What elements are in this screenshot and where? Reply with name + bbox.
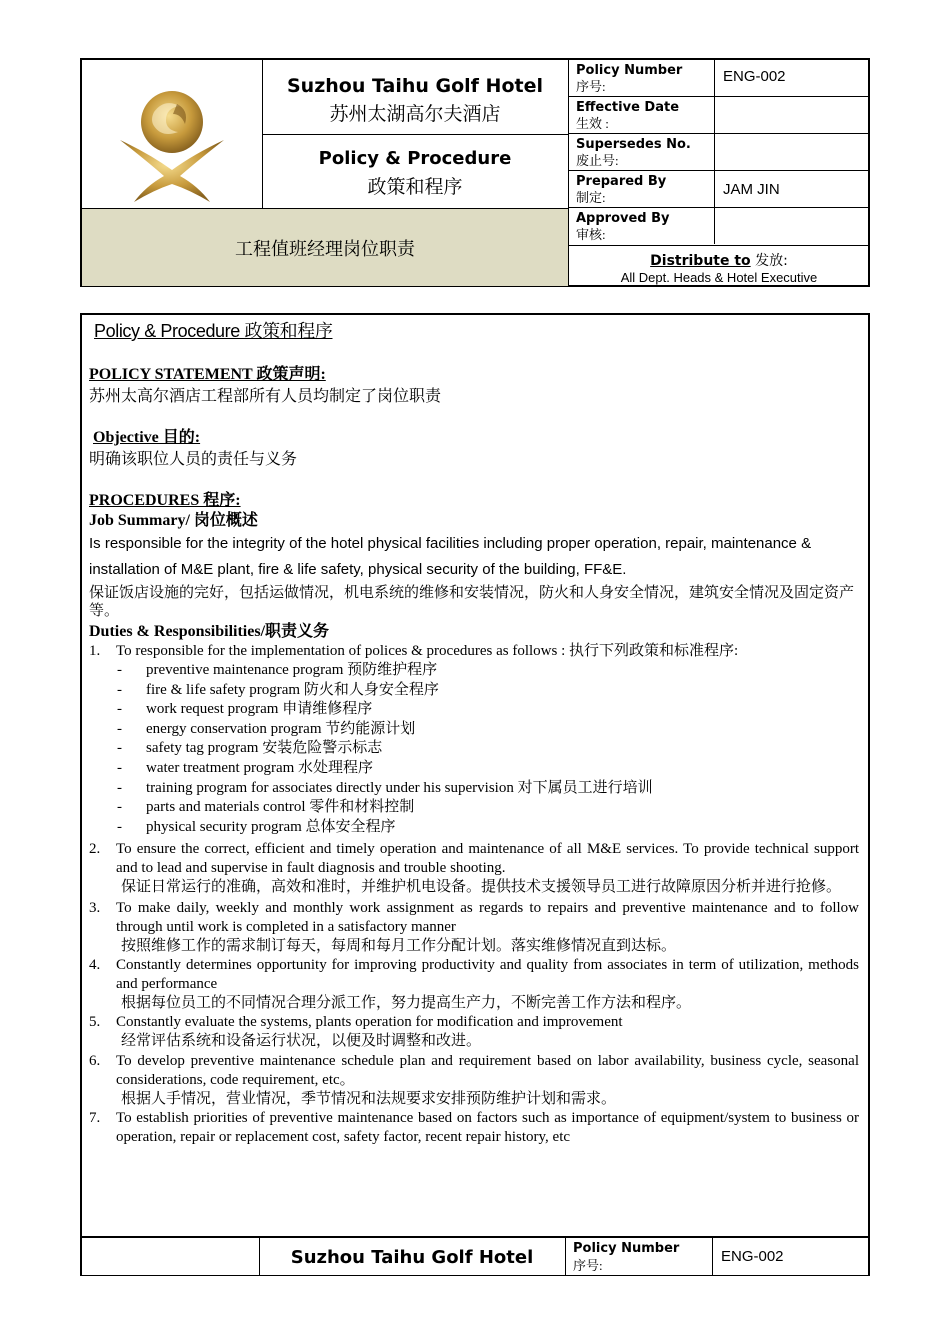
meta-label-zh: 审核: <box>576 227 606 242</box>
list-item: - safety tag program 安装危险警示标志 <box>117 740 383 757</box>
hotel-name-zh: 苏州太湖高尔夫酒店 <box>329 103 501 125</box>
duty-item-7 <box>89 1109 859 1147</box>
objective-heading: Objective 目的: <box>93 429 201 446</box>
footer-logo-cell <box>82 1238 260 1276</box>
duty-number: 3. <box>89 900 101 917</box>
duty-text-en: To make daily, weekly and monthly work assignment as regards to repairs and preventive maintenance and to follow through until work is completed in a satisfactory manner <box>116 900 859 936</box>
footer-label-zh: 序号: <box>573 1258 603 1273</box>
duty-text: To responsible for the implementation of polices & procedures as follows : 执行下列政策和标准程序: <box>116 643 739 659</box>
meta-row-policy-number <box>569 60 869 97</box>
duty-text-zh: 保证日常运行的准确，高效和准时，并维护机电设备。提供技术支援领导员工进行故障原因分析并进行抢修。 <box>121 879 842 896</box>
footer-value: ENG-002 <box>721 1248 784 1265</box>
list-item: - physical security program 总体安全程序 <box>117 818 396 835</box>
duty-text-en: Constantly determines opportunity for improving productivity and quality from associates in term of utilization, methods and performance <box>116 957 859 993</box>
meta-label: Policy Number <box>576 63 683 78</box>
meta-value <box>715 134 869 170</box>
duty-item-6 <box>89 1052 859 1109</box>
duty-text-en: Constantly evaluate the systems, plants operation for modification and improvement <box>116 1014 623 1031</box>
meta-value <box>715 208 869 244</box>
duties-heading: Duties & Responsibilities/职责义务 <box>89 623 330 640</box>
job-summary-zh: 保证饭店设施的完好，包括运做情况，机电系统的维修和安装情况，防火和人身安全情况，建筑安全情况及固定资产等。 <box>89 585 855 619</box>
duty-item-5 <box>89 1013 859 1051</box>
list-item: - energy conservation program 节约能源计划 <box>117 720 416 737</box>
distribution-cell <box>568 246 869 285</box>
program-list <box>89 661 859 837</box>
distribute-label: Distribute to <box>650 253 751 269</box>
policy-meta <box>568 60 869 246</box>
duty-text-zh: 按照维修工作的需求制订每天，每周和每月工作分配计划。落实维修情况直到达标。 <box>121 938 677 955</box>
meta-label: Supersedes No. <box>576 137 691 152</box>
duty-item-3 <box>89 899 859 956</box>
meta-row-supersedes <box>569 134 869 171</box>
meta-value: ENG-002 <box>723 68 786 85</box>
hotel-logo <box>82 60 262 208</box>
distribute-value: All Dept. Heads & Hotel Executive <box>620 270 818 285</box>
distribute-label-zh: 发放: <box>750 253 788 269</box>
objective-text: 明确该职位人员的责任与义务 <box>89 451 298 468</box>
duty-text-zh: 经常评估系统和设备运行状况，以便及时调整和改进。 <box>121 1033 482 1050</box>
list-item: - preventive maintenance program 预防维护程序 <box>117 662 438 678</box>
meta-label: Prepared By <box>576 174 667 189</box>
policy-content <box>89 320 859 1147</box>
duty-text-zh: 根据每位员工的不同情况合理分派工作，努力提高生产力，不断完善工作方法和程序。 <box>121 995 692 1012</box>
hotel-name-en: Suzhou Taihu Golf Hotel <box>287 75 543 97</box>
meta-value: JAM JIN <box>723 181 780 198</box>
duty-number: 2. <box>89 841 101 858</box>
list-item: - parts and materials control 零件和材料控制 <box>117 799 415 816</box>
duty-item-4 <box>89 956 859 1013</box>
duty-number: 7. <box>89 1110 101 1127</box>
duty-item-2 <box>89 840 859 897</box>
duty-number: 5. <box>89 1014 101 1031</box>
meta-label-zh: 生效 : <box>576 116 609 131</box>
job-summary-heading: Job Summary/ 岗位概述 <box>89 512 258 529</box>
logo-cell <box>82 60 263 208</box>
meta-label: Effective Date <box>576 100 680 115</box>
procedures-heading: PROCEDURES 程序: <box>89 492 241 509</box>
duty-text-zh: 根据人手情况，营业情况，季节情况和法规要求安排预防维护计划和需求。 <box>121 1091 617 1108</box>
duty-item-1 <box>89 642 859 661</box>
footer-table <box>80 1236 870 1276</box>
list-item: - fire & life safety program 防火和人身安全程序 <box>117 681 439 698</box>
policy-statement-text: 苏州太高尔酒店工程部所有人员均制定了岗位职责 <box>89 388 442 405</box>
meta-label-zh: 废止号: <box>576 153 619 168</box>
list-item: - training program for associates directly under his supervision 对下属员工进行培训 <box>117 779 653 796</box>
list-item: - water treatment program 水处理程序 <box>117 759 374 776</box>
duty-text-en: To establish priorities of preventive maintenance based on factors such as importance of equipment/system to business or operation, repair or replacement cost, safety factor, recent repair history, etc <box>116 1110 859 1146</box>
list-item: - work request program 申请维修程序 <box>117 701 373 718</box>
meta-label-zh: 序号: <box>576 79 606 94</box>
policy-statement-heading: POLICY STATEMENT 政策声明: <box>89 366 326 383</box>
meta-row-prepared-by <box>569 171 869 208</box>
footer-label: Policy Number <box>573 1241 680 1256</box>
job-title-cell <box>82 208 569 286</box>
job-title: 工程值班经理岗位职责 <box>235 238 415 260</box>
hotel-title-cell <box>262 60 568 208</box>
duty-text-en: To ensure the correct, efficient and timely operation and maintenance of all M&E services. To provide technical support and to lead and supervise in fault diagnosis and trouble shooting. <box>116 841 859 877</box>
footer-label-cell <box>566 1238 713 1276</box>
meta-label: Approved By <box>576 211 670 226</box>
duty-text-en: To develop preventive maintenance schedule plan and requirement based on labor availability, business cycle, seasonal considerations, code requirement, etc。 <box>116 1053 859 1089</box>
job-summary-en: Is responsible for the integrity of the hotel physical facilities including proper operation, repair, maintenance & installation of M&E plant, fire & life safety, physical security of the building, FF&E. <box>89 535 812 578</box>
meta-row-approved-by <box>569 208 869 246</box>
duty-number: 4. <box>89 957 101 974</box>
duty-number: 1. <box>89 643 101 659</box>
section-title: Policy & Procedure 政策和程序 <box>94 321 333 341</box>
doc-type-en: Policy & Procedure <box>318 148 512 169</box>
duty-number: 6. <box>89 1053 101 1070</box>
meta-value <box>715 97 869 133</box>
meta-label-zh: 制定: <box>576 190 606 205</box>
header-table <box>80 58 870 287</box>
footer-hotel-name: Suzhou Taihu Golf Hotel <box>259 1238 566 1276</box>
meta-row-effective-date <box>569 97 869 134</box>
doc-type-zh: 政策和程序 <box>367 176 463 198</box>
